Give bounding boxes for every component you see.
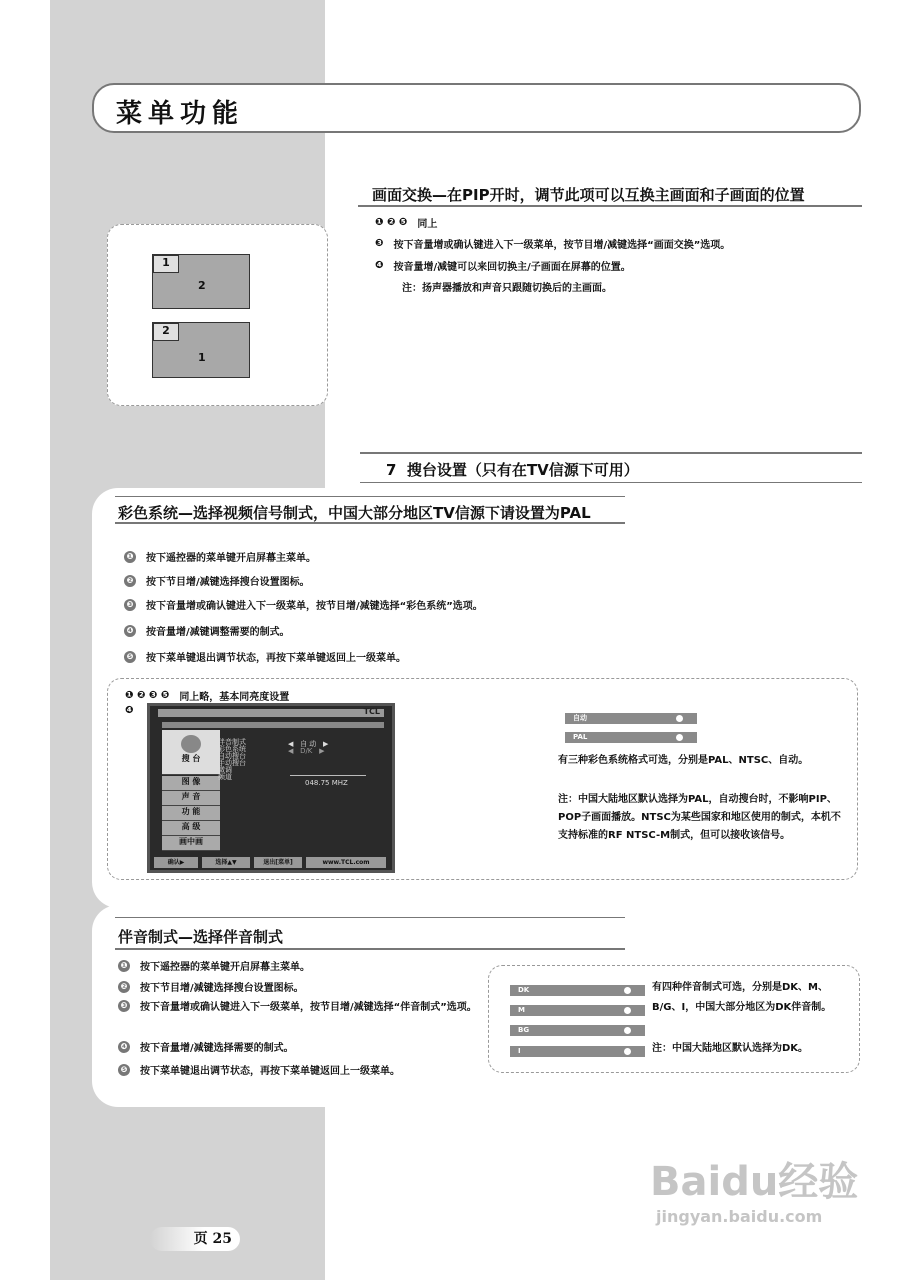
pip-diagram-2: 2 1 xyxy=(152,322,250,378)
tv-title-bar: TCL xyxy=(158,709,384,717)
tv-footer: www.TCL.com xyxy=(306,857,386,868)
swap-heading: 画面交换—在PIP开时，调节此项可以互换主画面和子画面的位置 xyxy=(372,186,805,204)
tv-footer: 选择▲▼ xyxy=(202,857,250,868)
swap-step: ❸ 按下音量增或确认键进入下一级菜单，按节目增/减键选择“画面交换”选项。 xyxy=(375,238,731,251)
sound-system-heading: 伴音制式—选择伴音制式 xyxy=(118,928,284,946)
color-desc: 有三种彩色系统格式可选，分别是PAL、NTSC、自动。 xyxy=(558,755,809,766)
section-7-heading: 7 搜台设置（只有在TV信源下可用） xyxy=(386,461,639,479)
step-number-icon: ❺ xyxy=(124,651,136,663)
box-intro: ❶ ❷ ❸ ❺ 同上略，基本同亮度设置 xyxy=(125,690,290,703)
step-number-icon: ❶ xyxy=(118,960,130,972)
color-option-bar: 自动 xyxy=(565,713,697,724)
color-step: ❹ 按音量增/减键调整需要的制式。 xyxy=(124,623,290,638)
divider xyxy=(358,205,862,207)
tv-side-active: 搜 台 xyxy=(162,730,220,775)
tv-value-1: ◀ 自 动 ▶ xyxy=(288,740,329,748)
tv-subbar xyxy=(162,722,384,728)
divider xyxy=(115,496,625,497)
step-number-icon: ❷ xyxy=(124,575,136,587)
swap-step: ❹ 按音量增/减键可以来回切换主/子画面在屏幕的位置。 xyxy=(375,260,631,273)
tv-footer: 退出[菜单] xyxy=(254,857,302,868)
sound-option-bar: I xyxy=(510,1046,645,1057)
tv-side-item: 高 级 xyxy=(162,821,220,836)
swap-note: 注：扬声器播放和声音只跟随切换后的主画面。 xyxy=(402,283,612,294)
satellite-icon xyxy=(181,735,201,753)
color-option-bar: PAL xyxy=(565,732,697,743)
color-note: 注：中国大陆地区默认选择为PAL，自动搜台时，不影响PIP、POP子画面播放。NTSC为某些国家和地区使用的制式，本机不支持标准的RF NTSC-M制式，但可以接收该信号。 xyxy=(558,794,841,841)
divider xyxy=(360,482,862,483)
sound-step: ❷ 按下节目增/减键选择搜台设置图标。 xyxy=(118,979,304,994)
sound-option-bar: DK xyxy=(510,985,645,996)
sound-note: 注：中国大陆地区默认选择为DK。 xyxy=(652,1043,809,1054)
page-number: 页 25 xyxy=(150,1227,240,1251)
tv-side-item: 图 像 xyxy=(162,776,220,791)
color-step: ❸ 按下音量增或确认键进入下一级菜单，按节目增/减键选择“彩色系统”选项。 xyxy=(124,597,483,612)
swap-step: ❶ ❷ ❺ 同上 xyxy=(375,217,438,230)
divider xyxy=(115,522,625,524)
color-step: ❺ 按下菜单键退出调节状态，再按下菜单键返回上一级菜单。 xyxy=(124,649,406,664)
sound-desc: 有四种伴音制式可选，分别是DK、M、B/G、I，中国大部分地区为DK伴音制。 xyxy=(652,982,832,1013)
tv-side-item: 画中画 xyxy=(162,836,220,851)
sound-step: ❸ 按下音量增或确认键进入下一级菜单，按节目增/减键选择“伴音制式”选项。 xyxy=(118,1000,478,1016)
tv-value-2: ◀ D/K ▶ xyxy=(288,747,325,755)
divider xyxy=(115,917,625,918)
divider xyxy=(115,948,625,950)
color-step: ❶ 按下遥控器的菜单键开启屏幕主菜单。 xyxy=(124,549,316,564)
tv-side-item: 功 能 xyxy=(162,806,220,821)
page-title: 菜单功能 xyxy=(116,99,245,129)
step-4-label: ❹ xyxy=(125,705,134,716)
tv-menu-list: 伴音制式 彩色系统 自动搜台 手动搜台 微调 频道 xyxy=(218,738,246,781)
swap-illustration-box xyxy=(107,224,328,406)
step-number-icon: ❸ xyxy=(124,599,136,611)
step-number-icon: ❺ xyxy=(118,1064,130,1076)
step-number-icon: ❹ xyxy=(124,625,136,637)
tv-tuning-bar xyxy=(290,775,366,776)
step-number-icon: ❸ xyxy=(118,1000,130,1012)
sound-step: ❶ 按下遥控器的菜单键开启屏幕主菜单。 xyxy=(118,958,310,973)
step-number-icon: ❷ xyxy=(118,981,130,993)
sound-step: ❹ 按下音量增/减键选择需要的制式。 xyxy=(118,1039,294,1054)
sound-option-bar: BG xyxy=(510,1025,645,1036)
tv-menu-screenshot xyxy=(147,703,395,873)
tv-frequency: 048.75 MHZ xyxy=(305,779,348,787)
baidu-watermark: Baidu经验 jingyan.baidu.com xyxy=(650,1159,859,1226)
pip-diagram-1: 1 2 xyxy=(152,254,250,309)
divider xyxy=(360,452,862,454)
step-number-icon: ❹ xyxy=(118,1041,130,1053)
tv-side-item: 声 音 xyxy=(162,791,220,806)
tv-footer: 确认▶ xyxy=(154,857,198,868)
page-header xyxy=(92,83,861,133)
color-step: ❷ 按下节目增/减键选择搜台设置图标。 xyxy=(124,573,310,588)
color-system-heading: 彩色系统—选择视频信号制式，中国大部分地区TV信源下请设置为PAL xyxy=(118,504,591,522)
step-number-icon: ❶ xyxy=(124,551,136,563)
sound-step: ❺ 按下菜单键退出调节状态，再按下菜单键返回上一级菜单。 xyxy=(118,1062,400,1077)
sound-option-bar: M xyxy=(510,1005,645,1016)
